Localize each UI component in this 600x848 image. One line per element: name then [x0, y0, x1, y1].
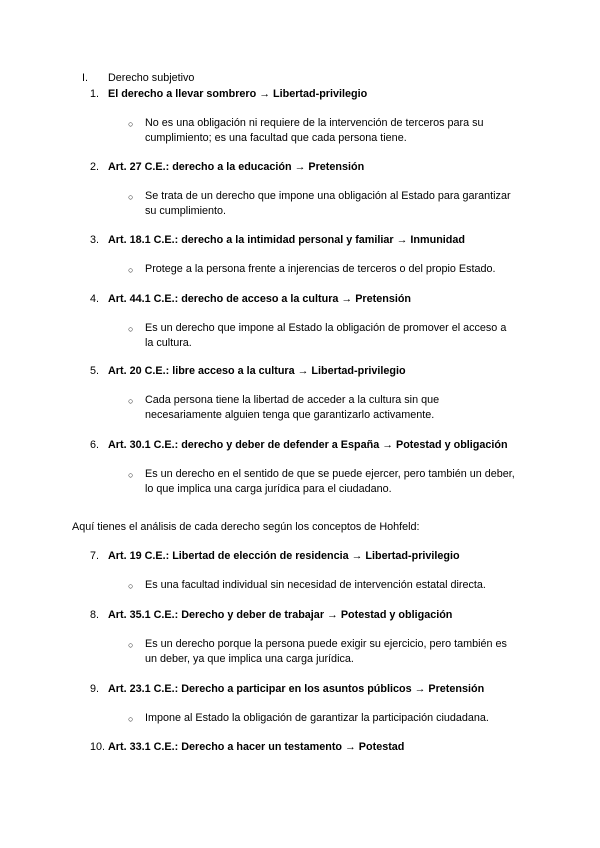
- item-text-line: necesariamente alguien tenga que garantizarlo activamente.: [145, 409, 435, 421]
- item-number: 5.: [89, 365, 99, 377]
- item-heading: Art. 18.1 C.E.: derecho a la intimidad personal y familiar → Inmunidad: [108, 234, 465, 246]
- item-heading: Art. 27 C.E.: derecho a la educación → Pretensión: [108, 161, 365, 173]
- bullet-icon: ○: [128, 119, 134, 129]
- item-number: 9.: [89, 683, 99, 695]
- item-heading: El derecho a llevar sombrero → Libertad-privilegio: [108, 88, 368, 100]
- item-text-line: Es una facultad individual sin necesidad de intervención estatal directa.: [145, 579, 486, 591]
- item-text-line: No es una obligación ni requiere de la intervención de terceros para su: [145, 117, 484, 129]
- item-heading: Art. 44.1 C.E.: derecho de acceso a la cultura → Pretensión: [108, 293, 412, 305]
- item-number: 8.: [89, 609, 99, 621]
- item-number: 10.: [89, 741, 105, 753]
- bullet-icon: ○: [128, 396, 134, 406]
- bullet-icon: ○: [128, 192, 134, 202]
- bullet-icon: ○: [128, 470, 134, 480]
- item-text-line: Es un derecho que impone al Estado la obligación de promover el acceso a: [145, 322, 507, 334]
- item-heading: Art. 30.1 C.E.: derecho y deber de defender a España → Potestad y obligación: [108, 439, 508, 451]
- item-text-line: Es un derecho porque la persona puede exigir su ejercicio, pero también es: [145, 638, 507, 650]
- item-text-line: Es un derecho en el sentido de que se puede ejercer, pero también un deber,: [145, 468, 515, 480]
- section-title: Derecho subjetivo: [108, 72, 195, 84]
- item-text-line: un deber, ya que implica una carga jurídica.: [145, 653, 354, 665]
- item-number: 1.: [89, 88, 99, 100]
- item-number: 3.: [89, 234, 99, 246]
- intro-paragraph: Aquí tienes el análisis de cada derecho según los conceptos de Hohfeld:: [72, 521, 420, 533]
- item-heading: Art. 20 C.E.: libre acceso a la cultura → Libertad-privilegio: [108, 365, 406, 377]
- item-number: 2.: [89, 161, 99, 173]
- item-text-line: lo que implica una carga jurídica para el ciudadano.: [145, 483, 392, 495]
- item-heading: Art. 33.1 C.E.: Derecho a hacer un testamento → Potestad: [108, 741, 405, 753]
- bullet-icon: ○: [128, 324, 134, 334]
- section-marker: I.: [82, 72, 88, 84]
- item-text-line: Se trata de un derecho que impone una obligación al Estado para garantizar: [145, 190, 511, 202]
- item-text-line: su cumplimiento.: [145, 205, 227, 217]
- bullet-icon: ○: [128, 640, 134, 650]
- item-text-line: Cada persona tiene la libertad de acceder a la cultura sin que: [145, 394, 440, 406]
- item-heading: Art. 35.1 C.E.: Derecho y deber de trabajar → Potestad y obligación: [108, 609, 453, 621]
- item-heading: Art. 19 C.E.: Libertad de elección de residencia → Libertad-privilegio: [108, 550, 460, 562]
- item-heading: Art. 23.1 C.E.: Derecho a participar en los asuntos públicos → Pretensión: [108, 683, 485, 695]
- bullet-icon: ○: [128, 714, 134, 724]
- item-text-line: la cultura.: [145, 337, 192, 349]
- item-text-line: Protege a la persona frente a injerencias de terceros o del propio Estado.: [145, 263, 496, 275]
- bullet-icon: ○: [128, 581, 134, 591]
- item-number: 6.: [89, 439, 99, 451]
- item-number: 4.: [89, 293, 99, 305]
- bullet-icon: ○: [128, 265, 134, 275]
- item-text-line: cumplimiento; es una facultad que cada persona tiene.: [145, 132, 407, 144]
- item-number: 7.: [89, 550, 99, 562]
- item-text-line: Impone al Estado la obligación de garantizar la participación ciudadana.: [145, 712, 489, 724]
